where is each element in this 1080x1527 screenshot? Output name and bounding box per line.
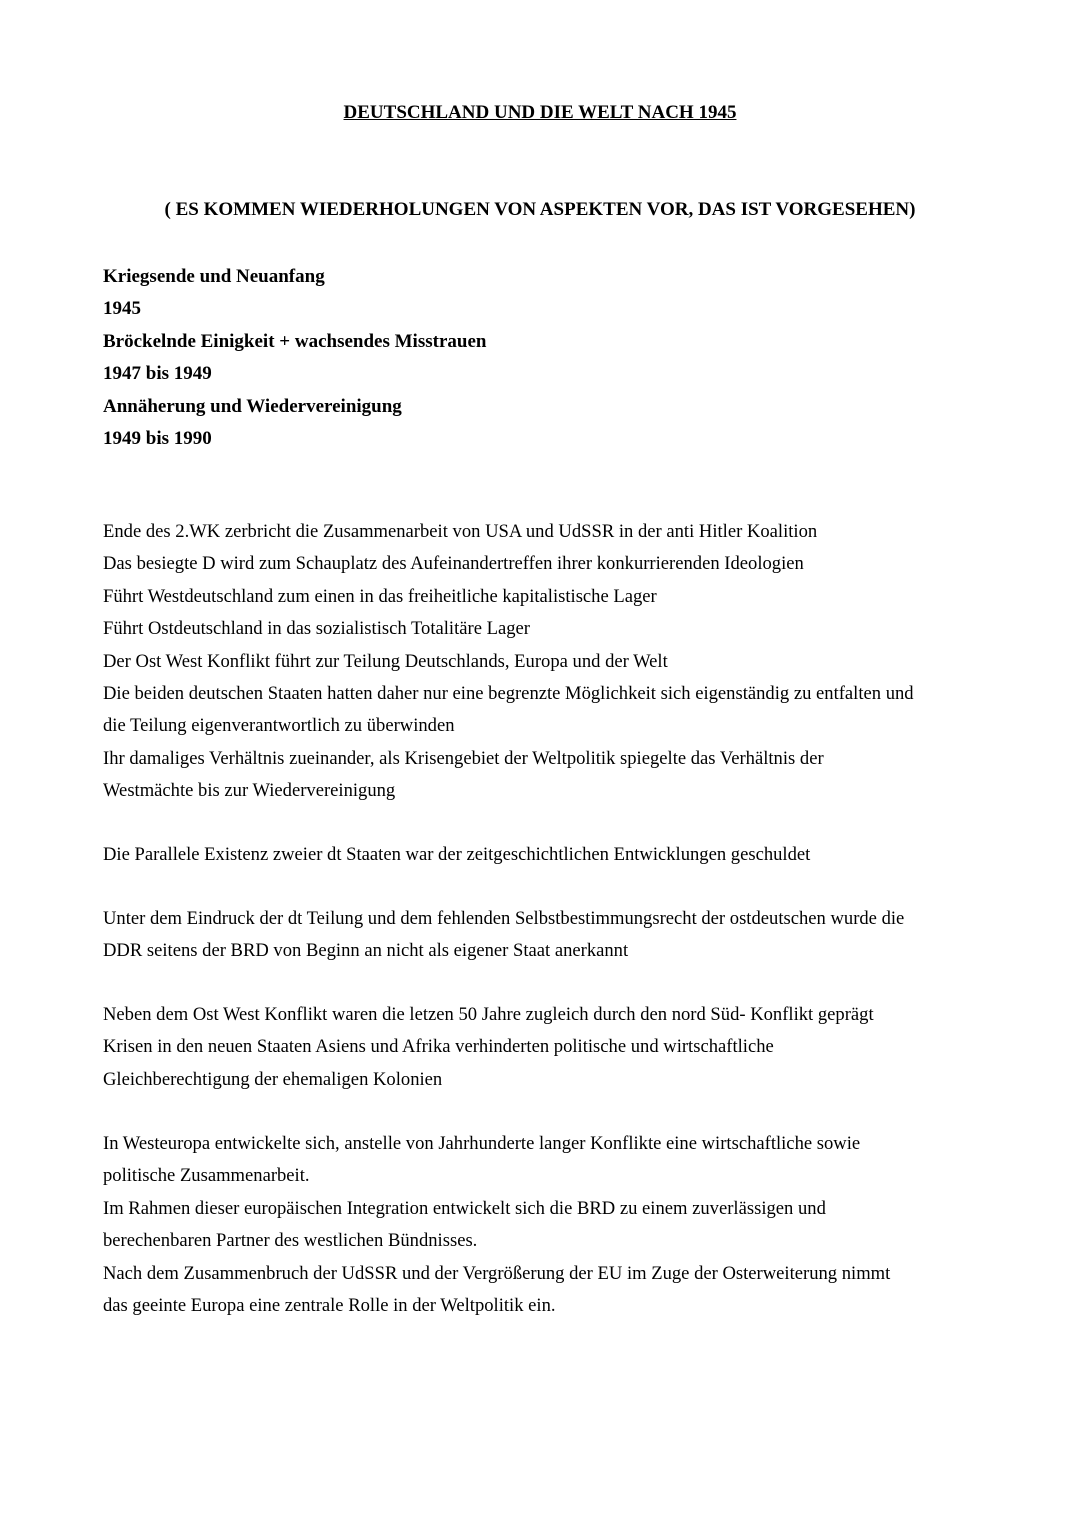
outline-heading: Bröckelnde Einigkeit + wachsendes Misstrauen: [103, 330, 487, 352]
paragraph: [103, 839, 993, 871]
outline-list: [103, 261, 983, 455]
text-line: Unter dem Eindruck der dt Teilung und dem fehlenden Selbstbestimmungsrecht der ostdeutschen wurde die: [103, 908, 905, 929]
text-line: Westmächte bis zur Wiedervereinigung: [103, 780, 396, 802]
text-line: Krisen in den neuen Staaten Asiens und Afrika verhinderten politische und wirtschaftliche: [103, 1036, 774, 1058]
text-line: In Westeuropa entwickelte sich, anstelle von Jahrhunderte langer Konflikte eine wirtschaftliche sowie: [103, 1133, 861, 1154]
text-line: berechenbaren Partner des westlichen Bündnisses.: [103, 1230, 478, 1252]
text-line: Ihr damaliges Verhältnis zueinander, als Krisengebiet der Weltpolitik spiegelte das Verhältnis der: [103, 747, 824, 769]
text-line: Der Ost West Konflikt führt zur Teilung Deutschlands, Europa und der Welt: [103, 650, 668, 672]
page-subtitle: ( ES KOMMEN WIEDERHOLUNGEN VON ASPEKTEN VOR, DAS IST VORGESEHEN): [164, 199, 916, 220]
outline-heading: Annäherung und Wiedervereinigung: [103, 395, 402, 417]
text-line: Gleichberechtigung der ehemaligen Kolonien: [103, 1068, 443, 1090]
text-line: Neben dem Ost West Konflikt waren die letzen 50 Jahre zugleich durch den nord Süd- Konflikt geprägt: [103, 1004, 874, 1025]
text-line: Führt Westdeutschland zum einen in das freiheitliche kapitalistische Lager: [103, 585, 657, 607]
text-line: die Teilung eigenverantwortlich zu überwinden: [103, 715, 455, 737]
text-line: Im Rahmen dieser europäischen Integration entwickelt sich die BRD zu einem zuverlässigen und: [103, 1197, 826, 1219]
text-line: Ende des 2.WK zerbricht die Zusammenarbeit von USA und UdSSR in der anti Hitler Koalition: [103, 521, 818, 542]
text-line: DDR seitens der BRD von Beginn an nicht als eigener Staat anerkannt: [103, 940, 629, 962]
paragraph: [103, 999, 993, 1096]
text-line: Das besiegte D wird zum Schauplatz des Aufeinandertreffen ihrer konkurrierenden Ideologien: [103, 553, 804, 575]
text-line: Führt Ostdeutschland in das sozialistisch Totalitäre Lager: [103, 618, 530, 640]
page-title: DEUTSCHLAND UND DIE WELT NACH 1945: [343, 102, 737, 123]
text-line: politische Zusammenarbeit.: [103, 1165, 310, 1187]
text-line: das geeinte Europa eine zentrale Rolle in der Weltpolitik ein.: [103, 1295, 556, 1317]
outline-date: 1945: [103, 298, 141, 320]
outline-heading: Kriegsende und Neuanfang: [103, 266, 325, 287]
paragraph: [103, 516, 993, 808]
paragraph: [103, 1128, 993, 1322]
outline-date: 1947 bis 1949: [103, 363, 212, 385]
text-line: Die beiden deutschen Staaten hatten daher nur eine begrenzte Möglichkeit sich eigenständig zu entfalten und: [103, 683, 914, 705]
text-line: Nach dem Zusammenbruch der UdSSR und der Vergrößerung der EU im Zuge der Osterweiterung nimmt: [103, 1262, 891, 1284]
text-line: Die Parallele Existenz zweier dt Staaten war der zeitgeschichtlichen Entwicklungen geschuldet: [103, 844, 811, 865]
outline-date: 1949 bis 1990: [103, 428, 212, 450]
paragraph: [103, 903, 993, 968]
